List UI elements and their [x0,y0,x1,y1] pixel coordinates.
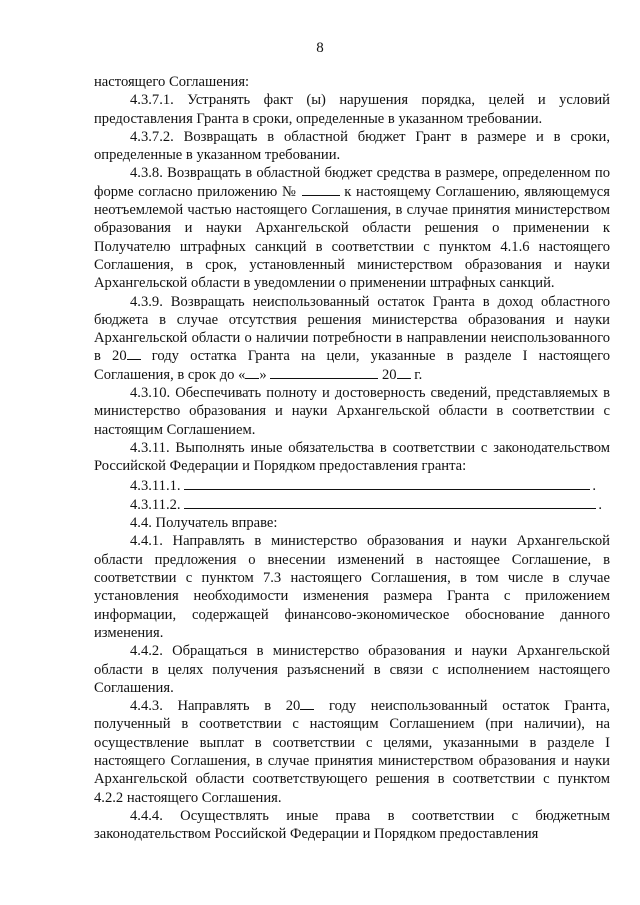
clause-4-3-11-2-number: 4.3.11.2. [130,496,181,513]
clause-4-3-8 [94,164,610,292]
clause-4-4-2: 4.4.2. Обращаться в министерство образования и науки Архангельской области в целях получения разъяснений в связи с исполнением настоящего Соглашения. [94,643,610,696]
year-blank-4-4-3 [300,697,314,710]
clause-4-3-11: 4.3.11. Выполнять иные обязательства в соответствии с законодательством Российской Федерации и Порядком предоставления гранта: [94,439,610,475]
clause-4-4-3 [94,697,610,807]
clause-4-3-10: 4.3.10. Обеспечивать полноту и достоверность сведений, представляемых в министерство образования и науки Архангельской области в соответствии с настоящим Соглашением. [94,385,610,438]
clause-4-3-8-part1: 4.3.8. Возвращать в областной бюджет средства в размере, определенном по форме согласно приложению № [94,165,610,200]
clause-4-4-1: 4.4.1. Направлять в министерство образования и науки Архангельской области предложения о внесении изменений в настоящее Соглашение, в соответствии с пунктом 7.3 настоящего Соглашения, в том числе в случае установления необходимости изменения размера Гранта с приложением информации, содержащей финансово-экономическое обоснование данного изменения. [94,533,610,641]
clause-4-3-8-part2: к настоящему Соглашению, являющемуся неотъемлемой частью настоящего Соглашения, в случае принятия министерством образования и науки Архангельской области решения о применении к Получателю штрафных санкций в соответствии с пунктом 4.1.6 настоящего Соглашения, в срок, установленный министерством образования и науки Архангельской области в уведомлении о применении штрафных санкций. [94,183,610,292]
page-number: 8 [316,40,324,56]
clause-4-3-9-part3: » [259,366,271,383]
clause-4-3-9-part2: году остатка Гранта на цели, указанные в разделе I настоящего Соглашения, в срок до « [94,348,610,383]
clause-4-3-9-part4: 20 [378,366,397,383]
deadline-year-blank [397,366,411,379]
clause-4-4-3-part2: году неиспользованный остаток Гранта, полученный в соответствии с настоящим Соглашением (при наличии), на осуществление выплат в соответствии с целями, указанными в разделе I настоящего Соглашения, в случае принятия министерством образования и науки Архангельской области соответствующего решения в соответствии с пунктом 4.2.2 настоящего Соглашения. [94,698,610,806]
clause-4-3-11-2-end: . [598,496,602,513]
clause-4-3-11-2 [94,495,610,514]
clause-4-4-4: 4.4.4. Осуществлять иные права в соответствии с бюджетным законодательством Российской Федерации и Порядком предоставления [94,807,610,843]
clause-4-3-11-1-blank [184,476,591,490]
clause-4-3-11-1 [94,476,610,495]
clause-4-4: 4.4. Получатель вправе: [130,515,278,532]
clause-4-3-11-2-blank [184,495,597,509]
month-blank [270,366,378,379]
clause-4-3-9 [94,293,610,384]
clause-4-3-9-part5: г. [410,366,423,383]
paragraph-continuation: настоящего Соглашения: [94,74,250,90]
clause-4-3-7-2: 4.3.7.2. Возвращать в областной бюджет Грант в размере и в сроки, определенные в указанном требовании. [94,128,610,164]
clause-4-3-11-1-number: 4.3.11.1. [130,477,181,494]
document-body [94,73,610,843]
day-blank [245,366,259,379]
clause-4-4-3-part1: 4.4.3. Направлять в 20 [130,698,301,715]
appendix-number-blank [302,183,340,196]
year-blank [127,347,141,360]
clause-4-3-7-1: 4.3.7.1. Устранять факт (ы) нарушения порядка, целей и условий предоставления Гранта в сроки, определенные в указанном требовании. [94,92,610,127]
clause-4-3-9-part1: 4.3.9. Возвращать неиспользованный остаток Гранта в доход областного бюджета в случае отсутствия решения министерства образования и науки Архангельской области о наличии потребности в направлении неиспользованного в 20 [94,293,610,365]
clause-4-3-11-1-end: . [592,477,596,494]
